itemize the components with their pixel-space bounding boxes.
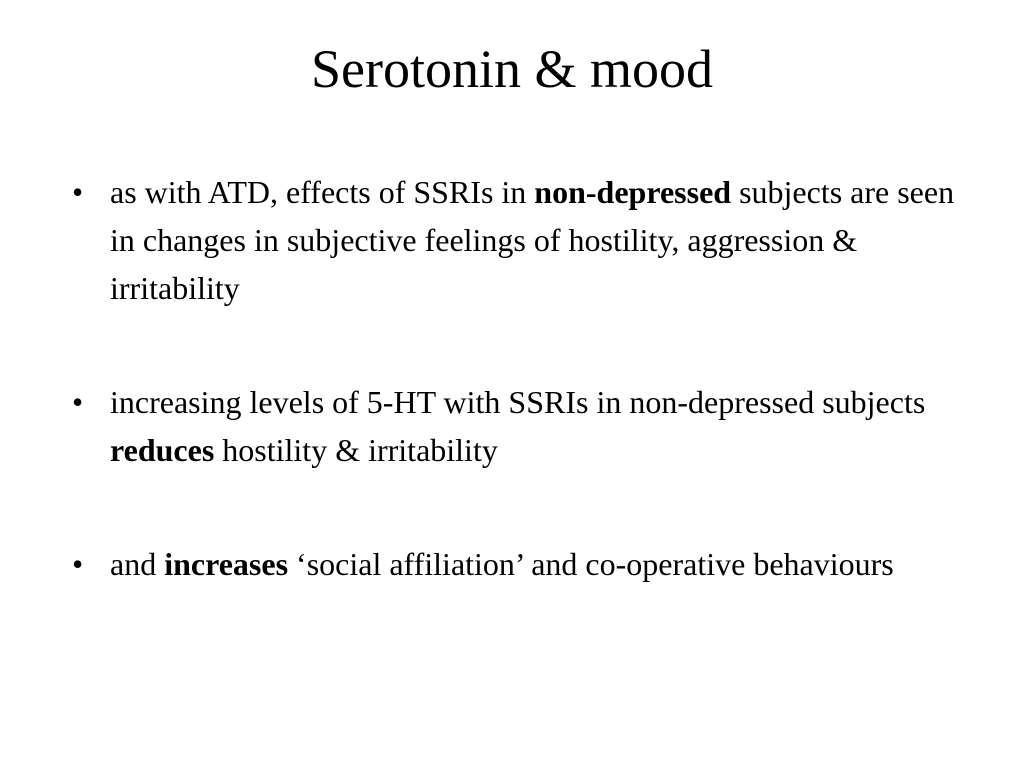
bullet-text-normal: increasing levels of 5-HT with SSRIs in non-depressed subjects — [110, 384, 926, 420]
bullet-list — [72, 168, 972, 588]
bullet-text-normal: as with ATD, effects of SSRIs in — [110, 174, 535, 210]
bullet-marker: • — [72, 384, 84, 420]
bullet-marker: • — [72, 174, 84, 210]
bullet-item — [72, 540, 972, 588]
slide-title: Serotonin & mood — [311, 39, 713, 99]
bullet-text-bold: non-depressed — [534, 174, 732, 210]
bullet-text-normal: subjects are seen in changes in subjective feelings of hostility, aggression & irritability — [110, 174, 955, 306]
bullet-item — [72, 378, 972, 474]
bullet-text-normal: ‘social affiliation’ and co-operative behaviours — [288, 546, 894, 582]
bullet-text — [110, 174, 954, 306]
bullet-item — [72, 168, 972, 312]
bullet-text-normal: and — [110, 546, 165, 582]
bullet-text-normal: hostility & irritability — [214, 432, 498, 468]
bullet-text-bold: increases — [164, 546, 289, 582]
bullet-marker: • — [72, 546, 84, 582]
bullet-text-bold: reduces — [110, 432, 215, 468]
bullet-text — [110, 384, 925, 468]
bullet-text — [110, 546, 894, 582]
